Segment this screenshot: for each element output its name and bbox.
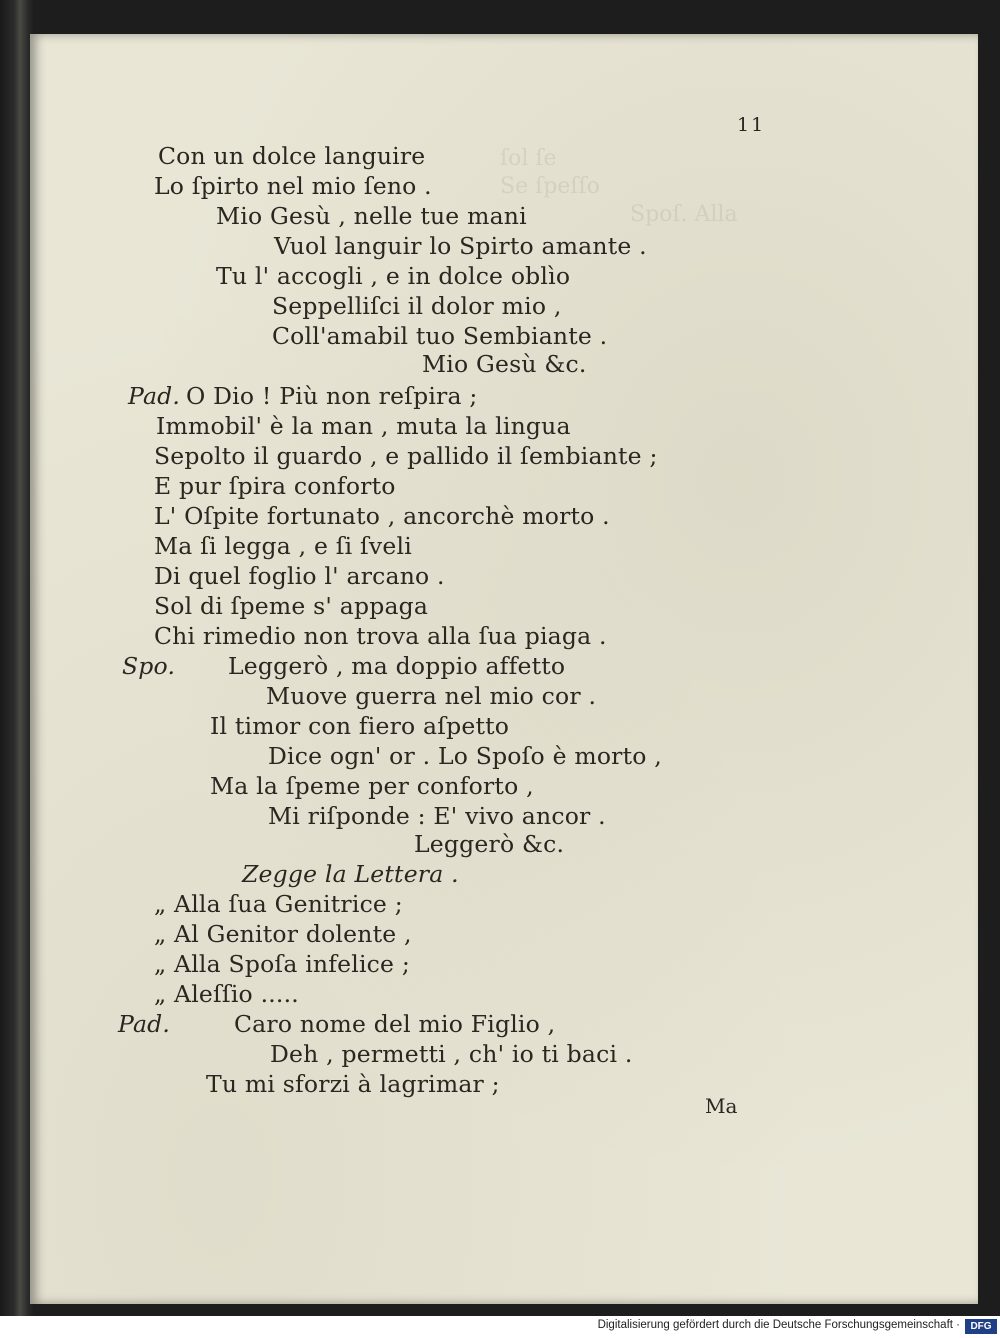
verse-line: Ma ſi legga , e ſi ſveli xyxy=(154,532,412,560)
verse-line: Lo ſpirto nel mio ſeno . xyxy=(154,172,432,200)
verse-line: Tu mi sforzi à lagrimar ; xyxy=(206,1070,500,1098)
verse-line: E pur ſpira conforto xyxy=(154,472,396,500)
verse-line: Deh , permetti , ch' io ti baci . xyxy=(270,1040,633,1068)
verse-line: Mi riſponde : E' vivo ancor . xyxy=(268,802,606,830)
verse-line: Muove guerra nel mio cor . xyxy=(266,682,597,710)
letter-line: „ Aleſſio ..... xyxy=(154,980,299,1008)
speaker-label: Pad. xyxy=(118,1010,171,1038)
verse-line: Chi rimedio non trova alla ſua piaga . xyxy=(154,622,607,650)
catchword: Ma xyxy=(705,1094,738,1118)
verse-line: Mio Gesù , nelle tue mani xyxy=(216,202,527,230)
verse-line: Seppelliſci il dolor mio , xyxy=(272,292,562,320)
book-page xyxy=(30,34,978,1304)
verse-line: Leggerò &c. xyxy=(414,830,565,858)
letter-line: „ Alla Spoſa infelice ; xyxy=(154,950,410,978)
verse-line: Caro nome del mio Figlio , xyxy=(234,1010,556,1038)
stage-direction: Zegge la Lettera . xyxy=(242,860,459,888)
verse-line: Con un dolce languire xyxy=(158,142,426,170)
verse-line: Il timor con fiero aſpetto xyxy=(210,712,510,740)
verse-line: Immobil' è la man , muta la lingua xyxy=(156,412,571,440)
verse-line: Tu l' accogli , e in dolce oblìo xyxy=(216,262,571,290)
page-number: 11 xyxy=(737,114,766,136)
verse-line: Ma la ſpeme per conforto , xyxy=(210,772,534,800)
show-through-text: Se ſpeſſo xyxy=(500,174,600,199)
digitization-footer xyxy=(0,1316,1000,1338)
dfg-logo-icon: DFG xyxy=(965,1319,997,1334)
verse-line: Coll'amabil tuo Sembiante . xyxy=(272,322,608,350)
verse-line: L' Oſpite fortunato , ancorchè morto . xyxy=(154,502,610,530)
verse-line: Dice ogn' or . Lo Spoſo è morto , xyxy=(268,742,662,770)
letter-line: „ Alla ſua Genitrice ; xyxy=(154,890,403,918)
speaker-label: Spo. xyxy=(122,652,176,680)
footer-credit-text: Digitalisierung gefördert durch die Deutsche Forschungsgemeinschaft · xyxy=(597,1319,960,1331)
verse-line: Leggerò , ma doppio affetto xyxy=(228,652,566,680)
verse-line: Sepolto il guardo , e pallido il ſembiante ; xyxy=(154,442,658,470)
verse-line: Mio Gesù &c. xyxy=(422,350,587,378)
verse-line: Di quel foglio l' arcano . xyxy=(154,562,445,590)
verse-line: Sol di ſpeme s' appaga xyxy=(154,592,429,620)
show-through-text: ſol ſe xyxy=(500,146,557,171)
letter-line: „ Al Genitor dolente , xyxy=(154,920,412,948)
speaker-label: Pad. xyxy=(128,382,181,410)
verse-line: Vuol languir lo Spirto amante . xyxy=(274,232,647,260)
show-through-text: Spoſ. Alla xyxy=(630,202,738,227)
verse-line: O Dio ! Più non reſpira ; xyxy=(186,382,478,410)
